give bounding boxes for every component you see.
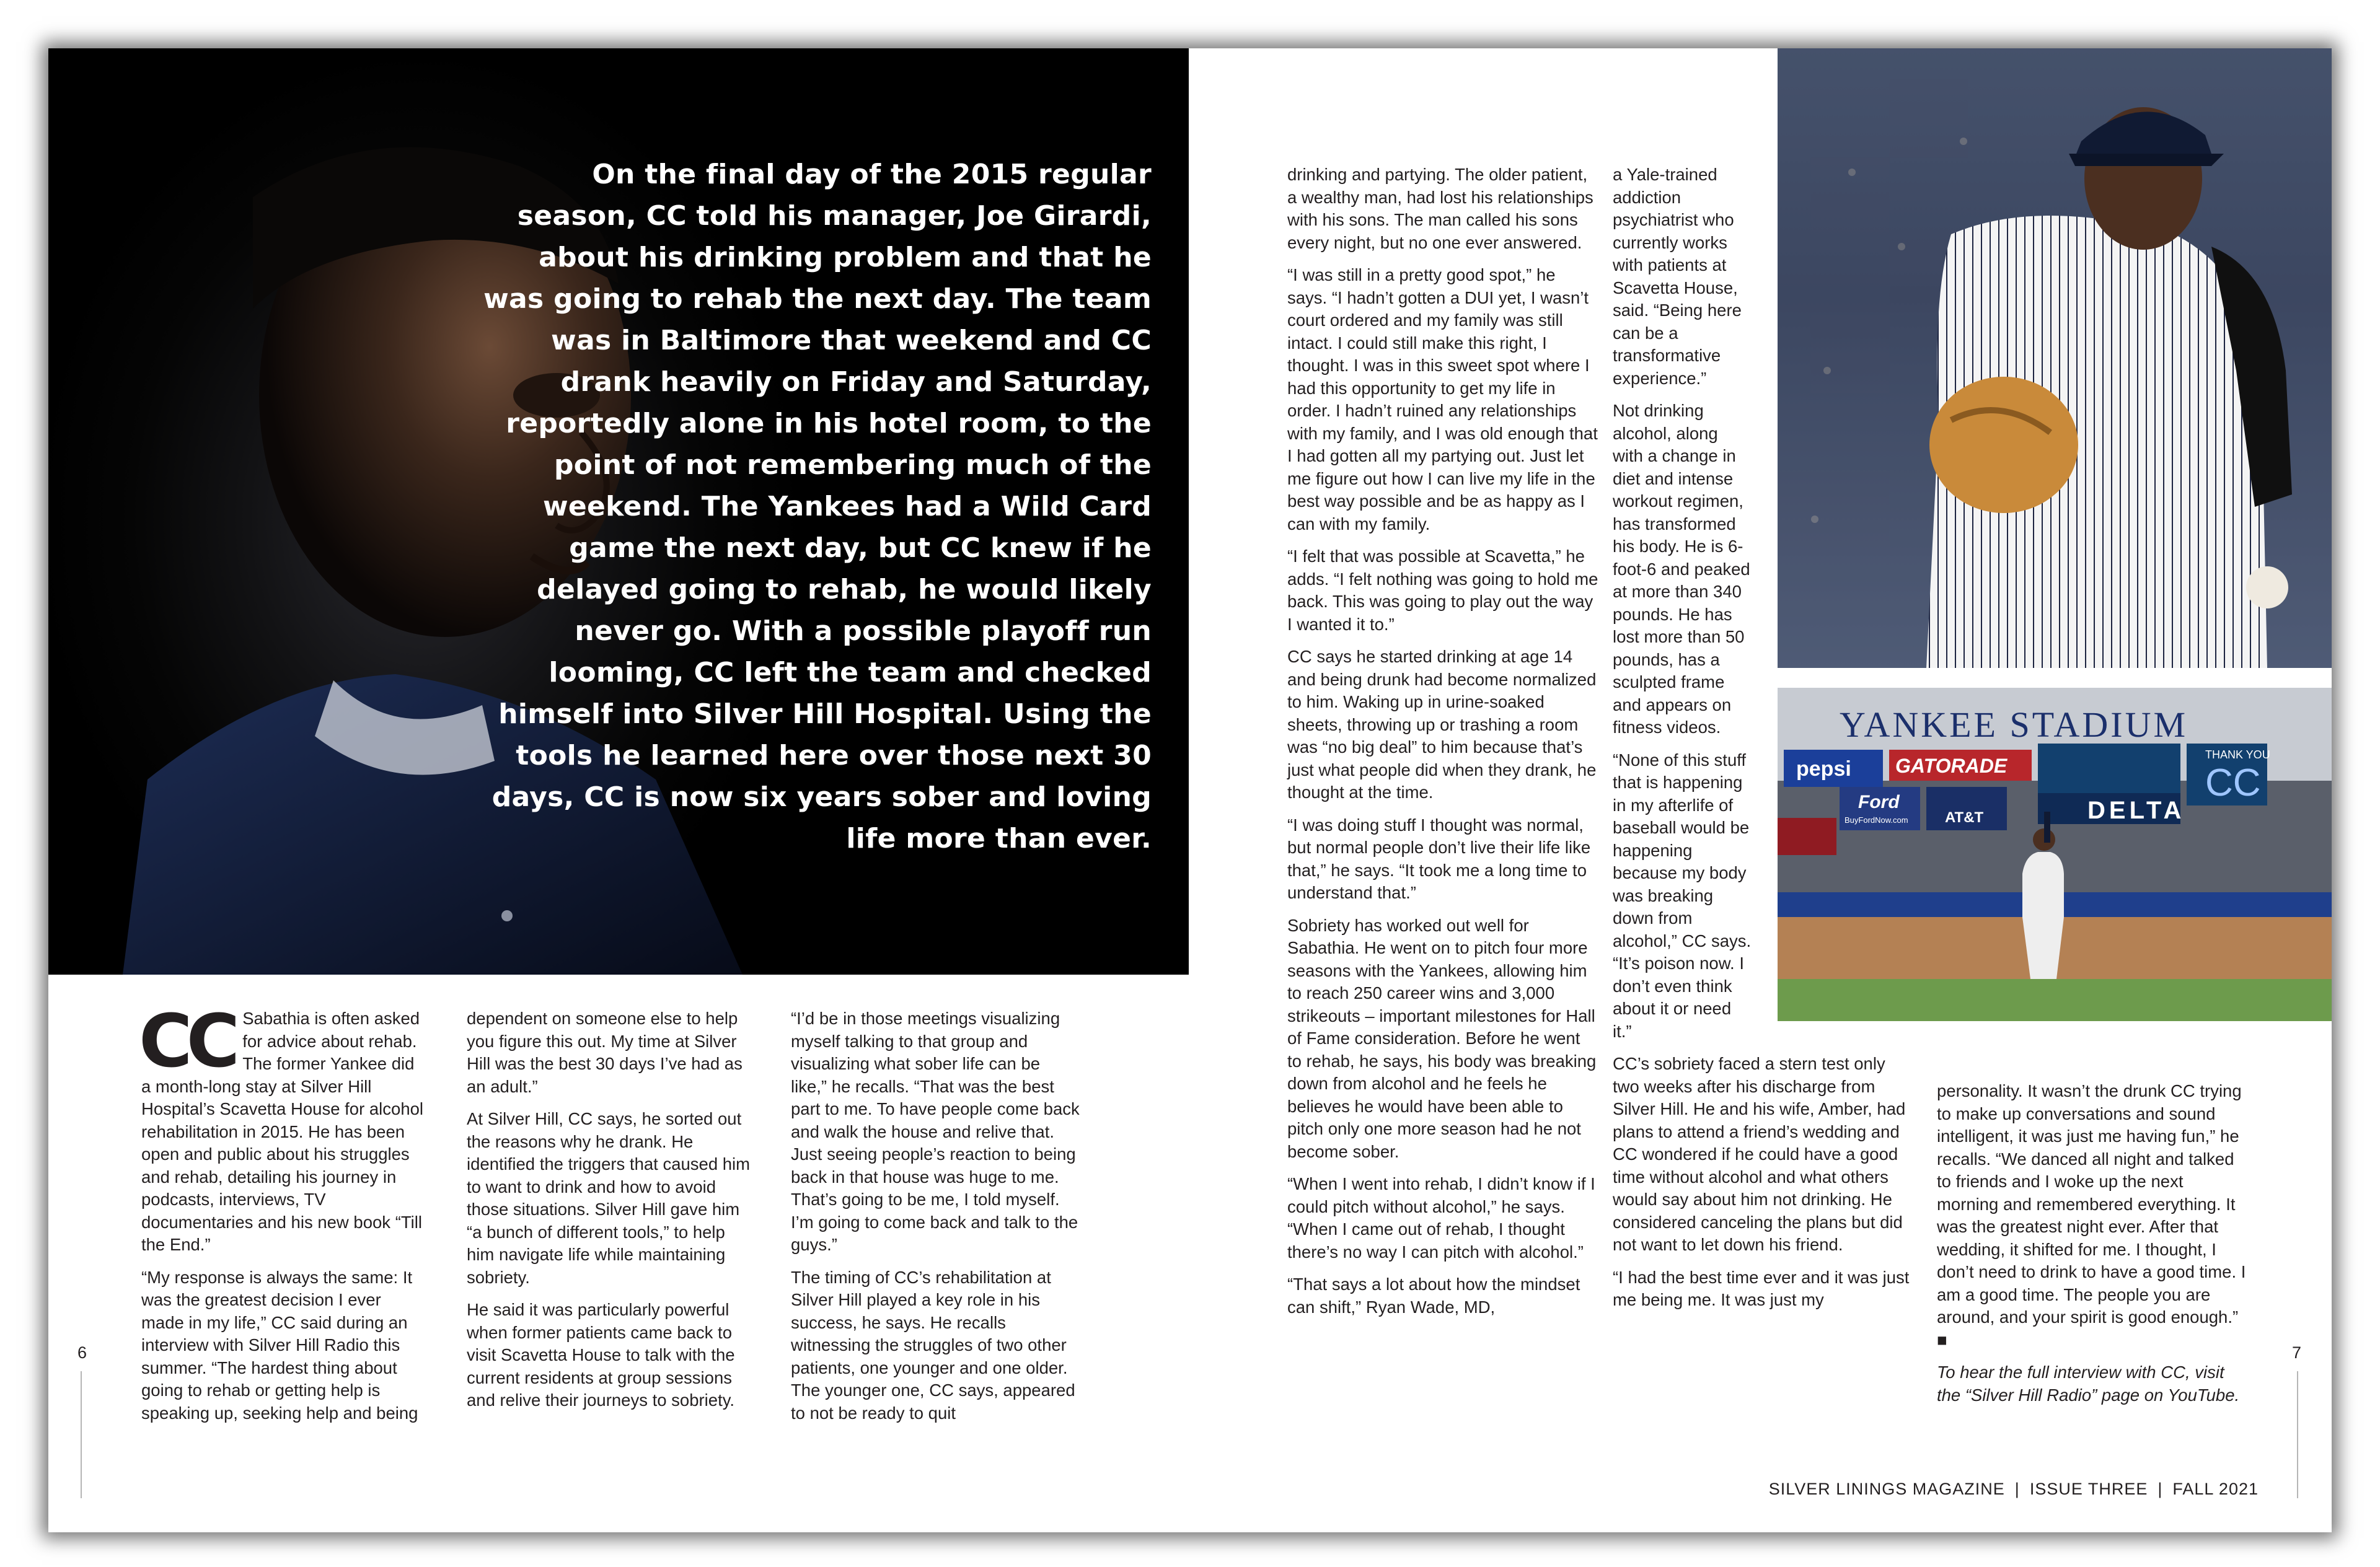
paragraph: CC’s sobriety faced a stern test only two weeks after his discharge from Silver Hill. He and his wife, Amber, had plans to attend a friend’s wedding and CC wondered if he could have a good time without alcohol and what others would say about him not drinking. He considered canceling the plans but did not want to let down his friend. xyxy=(1613,1054,1906,1254)
paragraph: “That says a lot about how the mindset can shift,” Ryan Wade, MD, xyxy=(1287,1275,1580,1317)
pitcher-illustration xyxy=(1778,48,2332,668)
stadium-photo xyxy=(1778,688,2332,1021)
margin-rule-right xyxy=(2297,1371,2298,1498)
page-number-right: 7 xyxy=(2292,1343,2302,1362)
paragraph: “I was doing stuff I thought was normal, but normal people don’t live their life like that,” he says. “It took me a long time to understand that.” xyxy=(1287,815,1591,902)
margin-rule-left xyxy=(81,1371,82,1498)
hero-portrait-photo xyxy=(48,48,1189,975)
paragraph: dependent on someone else to help you figure this out. My time at Silver Hill was the best 30 days I’ve had as an adult.” xyxy=(467,1009,743,1096)
article-column-3 xyxy=(791,1007,1080,1434)
paragraph: “I was still in a pretty good spot,” he says. “I hadn’t gotten a DUI yet, I wasn’t court ordered and my family was still intact. I could still make this right, I thought. I was in this sweet spot where I had this opportunity to get my life in order. I hadn’t ruined any relationships with my family, and I was old enough that I had gotten all my partying out. Just let me figure out how I can live my life in the best way possible and be as happy as I can with my family. xyxy=(1287,265,1598,533)
paragraph: He said it was particularly powerful when former patients came back to visit Scavetta House to talk with the current residents at group sessions and relive their journeys to sobriety. xyxy=(467,1300,735,1410)
article-column-2 xyxy=(467,1007,756,1422)
pepsi-sign: pepsi xyxy=(1796,757,1851,781)
paragraph: personality. It wasn’t the drunk CC trying to make up conversations and sound intelligent, it was just me having fun,” he recalls. “We danced all night and talked to friends and I woke up the next morning and remembered everything. It was the greatest night ever. After that wedding, it shifted for me. I thought, I don’t need to drink to have a good time. I am a good time. The people you are around, and your spirit is good enough.” ■ xyxy=(1937,1081,2246,1350)
footer-separator: | xyxy=(2014,1480,2020,1498)
att-sign: AT&T xyxy=(1945,809,1984,826)
thank-you-sign: THANK YOU xyxy=(2205,748,2270,761)
paragraph: Not drinking alcohol, along with a change in diet and intense workout regimen, has transformed his body. He is 6-foot-6 and peaked at more than 340 pounds. He has lost more than 50 pounds, has a sculpted frame and appears on fitness videos. xyxy=(1613,401,1750,737)
paragraph: “I felt that was possible at Scavetta,” he adds. “I felt nothing was going to hold me back. This was going to play out the way I wanted it to.” xyxy=(1287,546,1598,634)
paragraph-text: Sabathia is often asked for advice about rehab. The former Yankee did a month-long stay at Silver Hill Hospital’s Scavetta House for alcohol rehabilitation in 2015. He has been open and public about his struggles and rehab, detailing his journey in podcasts, interviews, TV documentaries and his new book “Till the End.” xyxy=(141,1009,424,1254)
pull-quote: On the final day of the 2015 regular season, CC told his manager, Joe Girardi, about his drinking problem and that he was going to rehab the next day. The team was in Baltimore that weekend and CC drank heavily on Friday and Saturday, reportedly alone in his hotel room, to the point of not remembering much of the weekend. The Yankees had a Wild Card game the next day, but CC knew if he delayed going to rehab, he would likely never go. With a possible playoff run looming, CC left the team and checked himself into Silver Hill Hospital. Using the tools he learned here over those next 30 days, CC is now six years sober and loving life more than ever. xyxy=(483,159,1152,854)
paragraph: drinking and partying. The older patient, a wealthy man, had lost his relationships with his sons. The man called his sons every night, but no one ever answered. xyxy=(1287,165,1593,252)
paragraph: “My response is always the same: It was the greatest decision I ever made in my life,” CC said during an interview with Silver Hill Radio this summer. “The hardest thing about going to rehab or getting help is speaking up, seeking help and being xyxy=(141,1267,418,1423)
article-column-4 xyxy=(1287,164,1598,1328)
delta-sign: DELTA xyxy=(2087,797,2185,824)
cc-sign: CC xyxy=(2205,762,2261,804)
page-number-left: 6 xyxy=(77,1343,87,1362)
paragraph: CC says he started drinking at age 14 and being drunk had become normalized to him. Waking up in urine-soaked sheets, throwing up or trashing a room was “no big deal” to him because that’s just what people did when they drank, he thought at the time. xyxy=(1287,647,1597,802)
paragraph xyxy=(139,998,428,1257)
paragraph: Sobriety has worked out well for Sabathia. He went on to pitch four more seasons with the Yankees, allowing him to reach 250 career wins and 3,000 strikeouts – important milestones for Hall of Fame consideration. Before he went to rehab, he says, his body was breaking down from alcohol and he feels he believes he would have been able to pitch only one more season had he not become sober. xyxy=(1287,915,1597,1161)
paragraph: At Silver Hill, CC says, he sorted out the reasons why he drank. He identified the triggers that caused him to want to drink and how to avoid those situations. Silver Hill gave him “a bunch of different tools,” to help him navigate life while maintaining sobriety. xyxy=(467,1109,751,1287)
paragraph: “I’d be in those meetings visualizing myself talking to that group and visualizing what sober life can be like,” he recalls. “That was the best part to me. To have people come back and walk the house and relive that. Just seeing people’s reaction to being back in that house was huge to me. That’s going to be me, I told myself. I’m going to come back and talk to the guys.” xyxy=(791,1009,1080,1254)
footer-separator: | xyxy=(2157,1480,2163,1498)
page-footer xyxy=(1769,1480,2259,1499)
paragraph: “I had the best time ever and it was just me being me. It was just my xyxy=(1613,1267,1910,1309)
article-column-6 xyxy=(1937,1080,2247,1416)
closing-note: To hear the full interview with CC, visit the “Silver Hill Radio” page on YouTube. xyxy=(1937,1363,2240,1405)
pitcher-photo xyxy=(1778,48,2332,668)
footer-date: FALL 2021 xyxy=(2172,1480,2259,1498)
footer-issue: ISSUE THREE xyxy=(2029,1480,2148,1498)
paragraph: “When I went into rehab, I didn’t know if I could pitch without alcohol,” he says. “When I came out of rehab, I thought there’s no way I can pitch with alcohol.” xyxy=(1287,1174,1595,1262)
article-column-1 xyxy=(139,998,428,1434)
ford-site-sign: BuyFordNow.com xyxy=(1844,815,1908,825)
magazine-spread xyxy=(48,48,2332,1532)
gatorade-sign: GATORADE xyxy=(1895,755,2008,777)
paragraph: “None of this stuff that is happening in my afterlife of baseball would be happening because my body was breaking down from alcohol,” CC says. “It’s poison now. I don’t even think about it or need it.” xyxy=(1613,750,1752,1041)
stadium-sign: YANKEE STADIUM xyxy=(1840,704,2188,745)
paragraph: a Yale-trained addiction psychiatrist who currently works with patients at Scavetta House, said. “Being here can be a transformative experience.” xyxy=(1613,165,1742,388)
footer-magazine: SILVER LININGS MAGAZINE xyxy=(1768,1480,2005,1498)
paragraph: The timing of CC’s rehabilitation at Silver Hill played a key role in his success, he says. He recalls witnessing the struggles of two other patients, one younger and one older. The younger one, CC says, appeared to not be ready to quit xyxy=(791,1267,1075,1423)
drop-cap: CC xyxy=(139,998,234,1084)
ford-sign: Ford xyxy=(1858,792,1900,812)
